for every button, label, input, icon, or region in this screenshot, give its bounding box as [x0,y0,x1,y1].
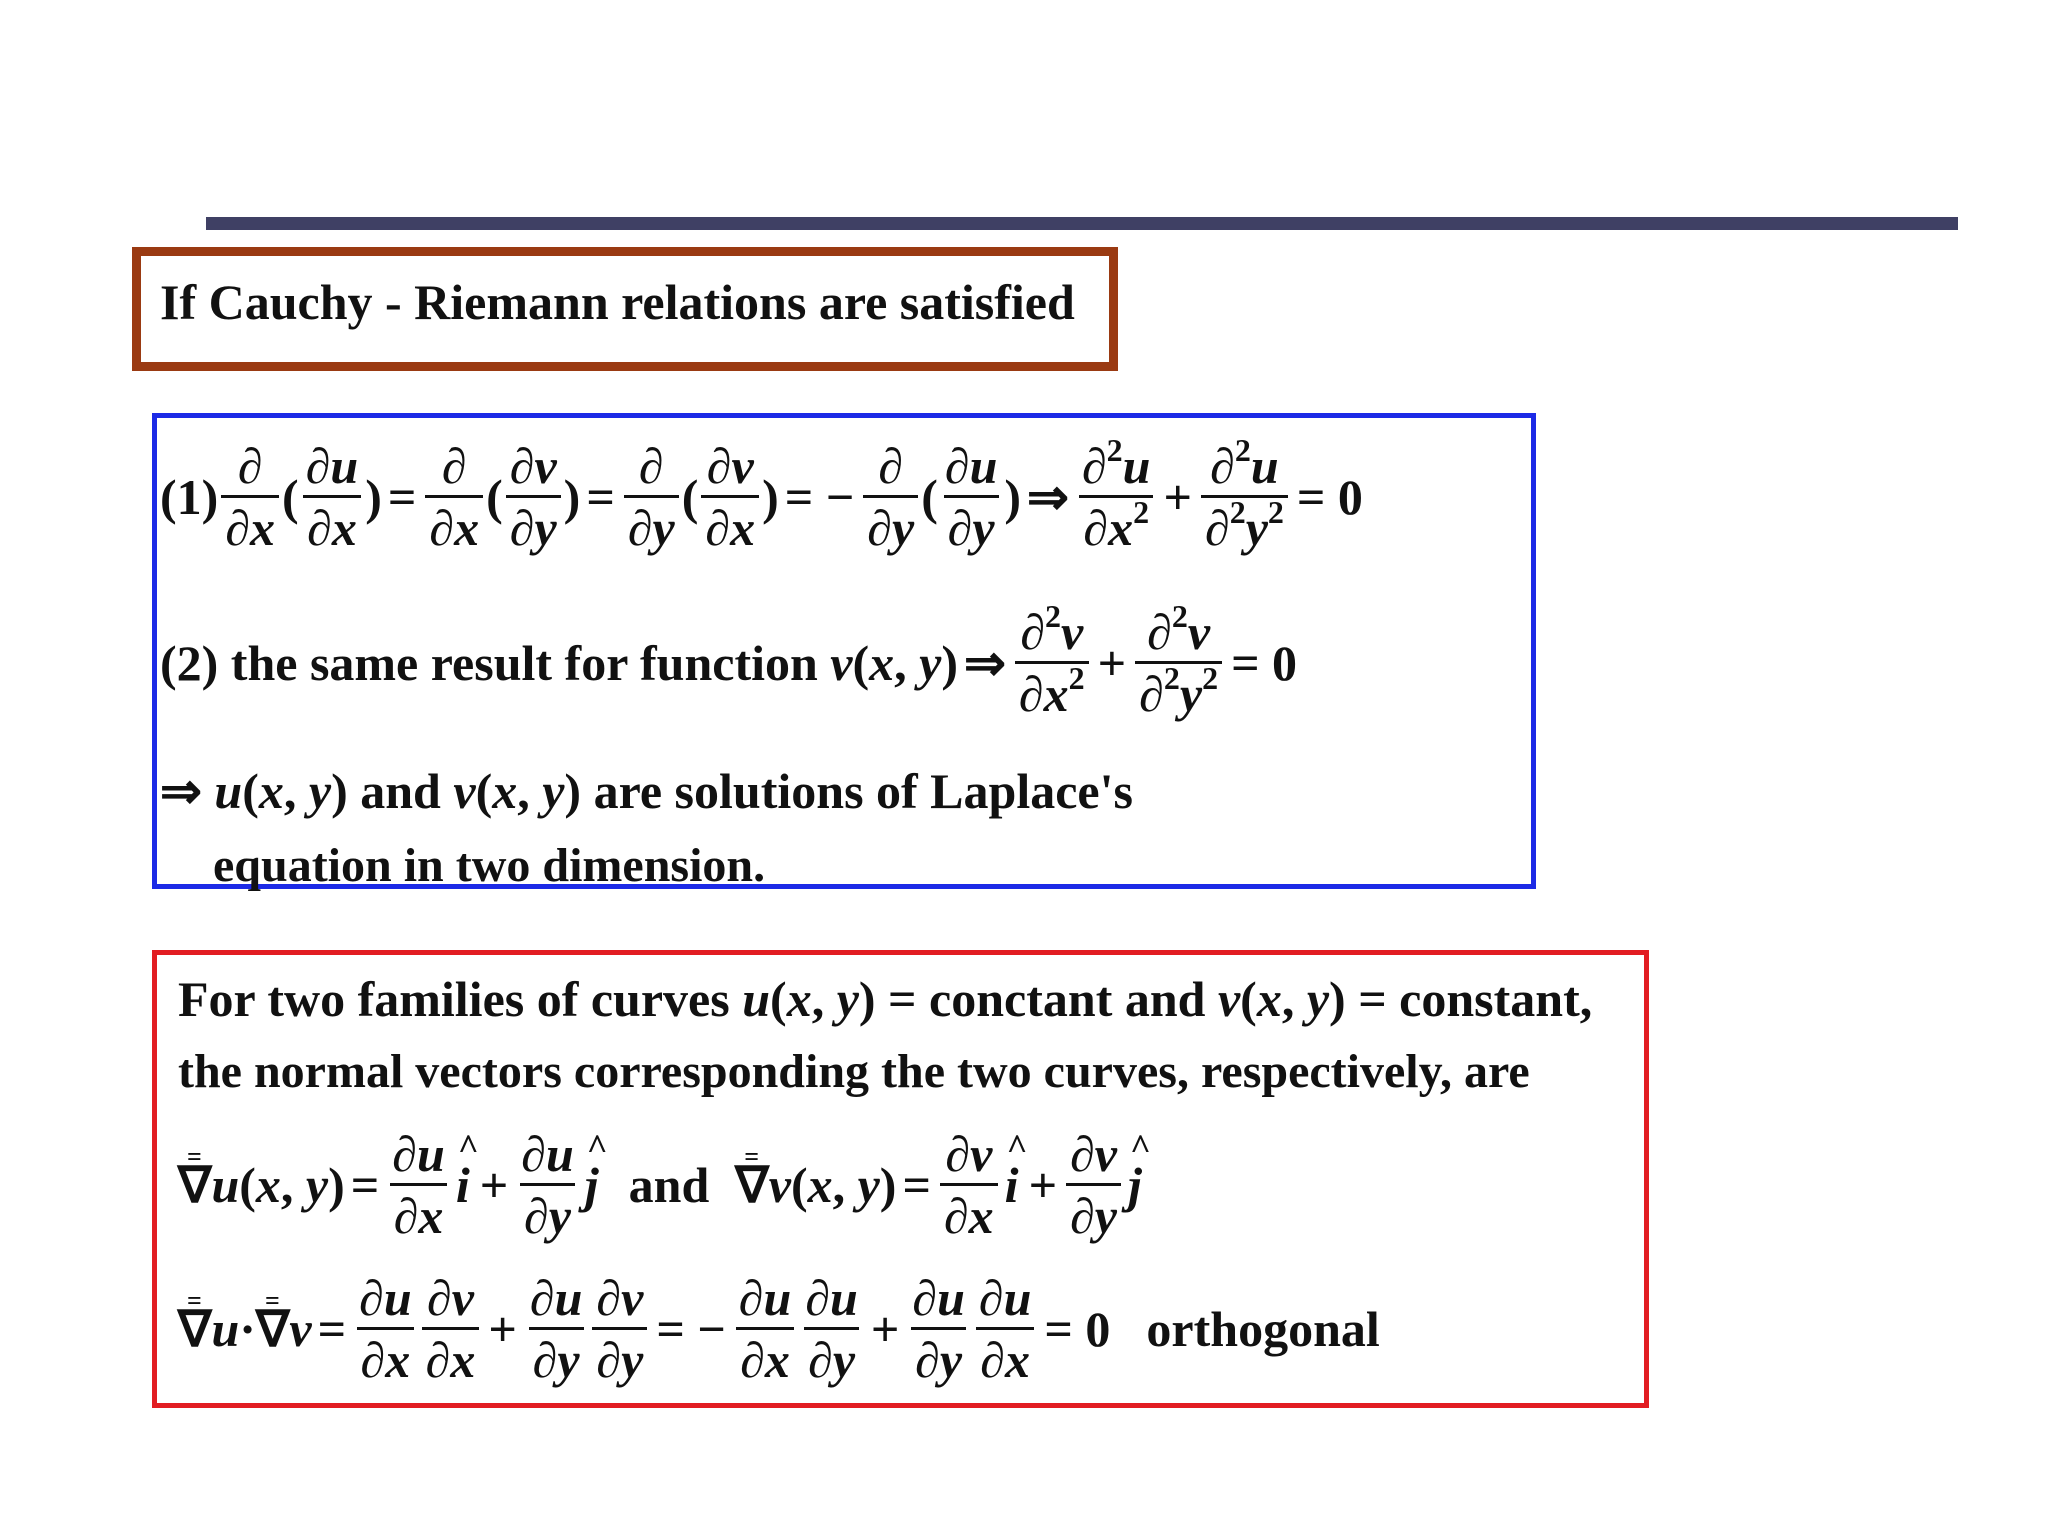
gradient-equations: = ∇ u(x, y) = $\frac{\partial u}{\partial x}$ i ^ + $\frac{\partial u}{\partial y}$ j ^ and = ∇ v(x, y) = $\frac{\partial v}{\partial x}$ i ^ + $\frac{\partial v}{\partial y}$ j ^ [178,1128,1146,1242]
ortho-line-1a: For two families of curves [178,971,730,1027]
heading-text: If Cauchy - Riemann relations are satisfied [160,274,1075,330]
equation-2: (2) the same result for function v(x, y) ⇒ $\frac{\partial^2v}{\partial x^2}$ + $\frac{\partial^2v}{\partial^2y^2}$ = 0 [160,598,1298,722]
conclusion-and: and [360,763,441,819]
ortho-line-2: the normal vectors corresponding the two curves, respectively, are [178,1045,1530,1098]
equation-1-label: (1) [160,469,219,525]
dot-product-equation: = ∇ u· = ∇ v = $\frac{\partial u}{\partial x}$ $\frac{\partial v}{\partial x}$ + $\frac{\partial u}{\partial y}$ $\frac{\partial v}{\partial y}$ = − $\frac{\partial u}{\partial x}$ $\frac{\partial u}{\partial y}$ + $\frac{\partial u}{\partial y}$ $\frac{\partial u}{\partial x}$ = 0 orthogonal [178,1272,1380,1386]
orthogonal-label: orthogonal [1146,1301,1380,1357]
conclusion-tail: are solutions of Laplace's [593,763,1133,819]
gradient-and: and [628,1157,710,1213]
equation-1: (1) $\frac{\partial}{\partial x}$ ( $\frac{\partial u}{\partial x}$ ) = $\frac{\partial}{\partial x}$ ( $\frac{\partial v}{\partial y}$ ) = $\frac{\partial}{\partial y}$ ( $\frac{\partial v}{\partial x}$ ) = − $\frac{\partial}{\partial y}$ ( $\frac{\partial u}{\partial y}$ ) ⇒ $\frac{\partial^2u}{\partial x^2}$ + $\frac{\partial^2u}{\partial^2y^2}$ = 0 [160,432,1363,556]
ortho-line-1c: = constant, [1358,971,1593,1027]
ortho-line-1b: = conctant and [888,971,1206,1027]
conclusion-line-1: ⇒ u(x, y) and v(x, y) are solutions of Laplace's [160,763,1133,819]
ortho-line-1: For two families of curves u(x, y) = conctant and v(x, y) = constant, [178,971,1593,1027]
conclusion-line-2: equation in two dimension. [213,839,766,892]
equation-2-label: (2) the same result for function [160,635,818,691]
title-rule [206,217,1958,230]
